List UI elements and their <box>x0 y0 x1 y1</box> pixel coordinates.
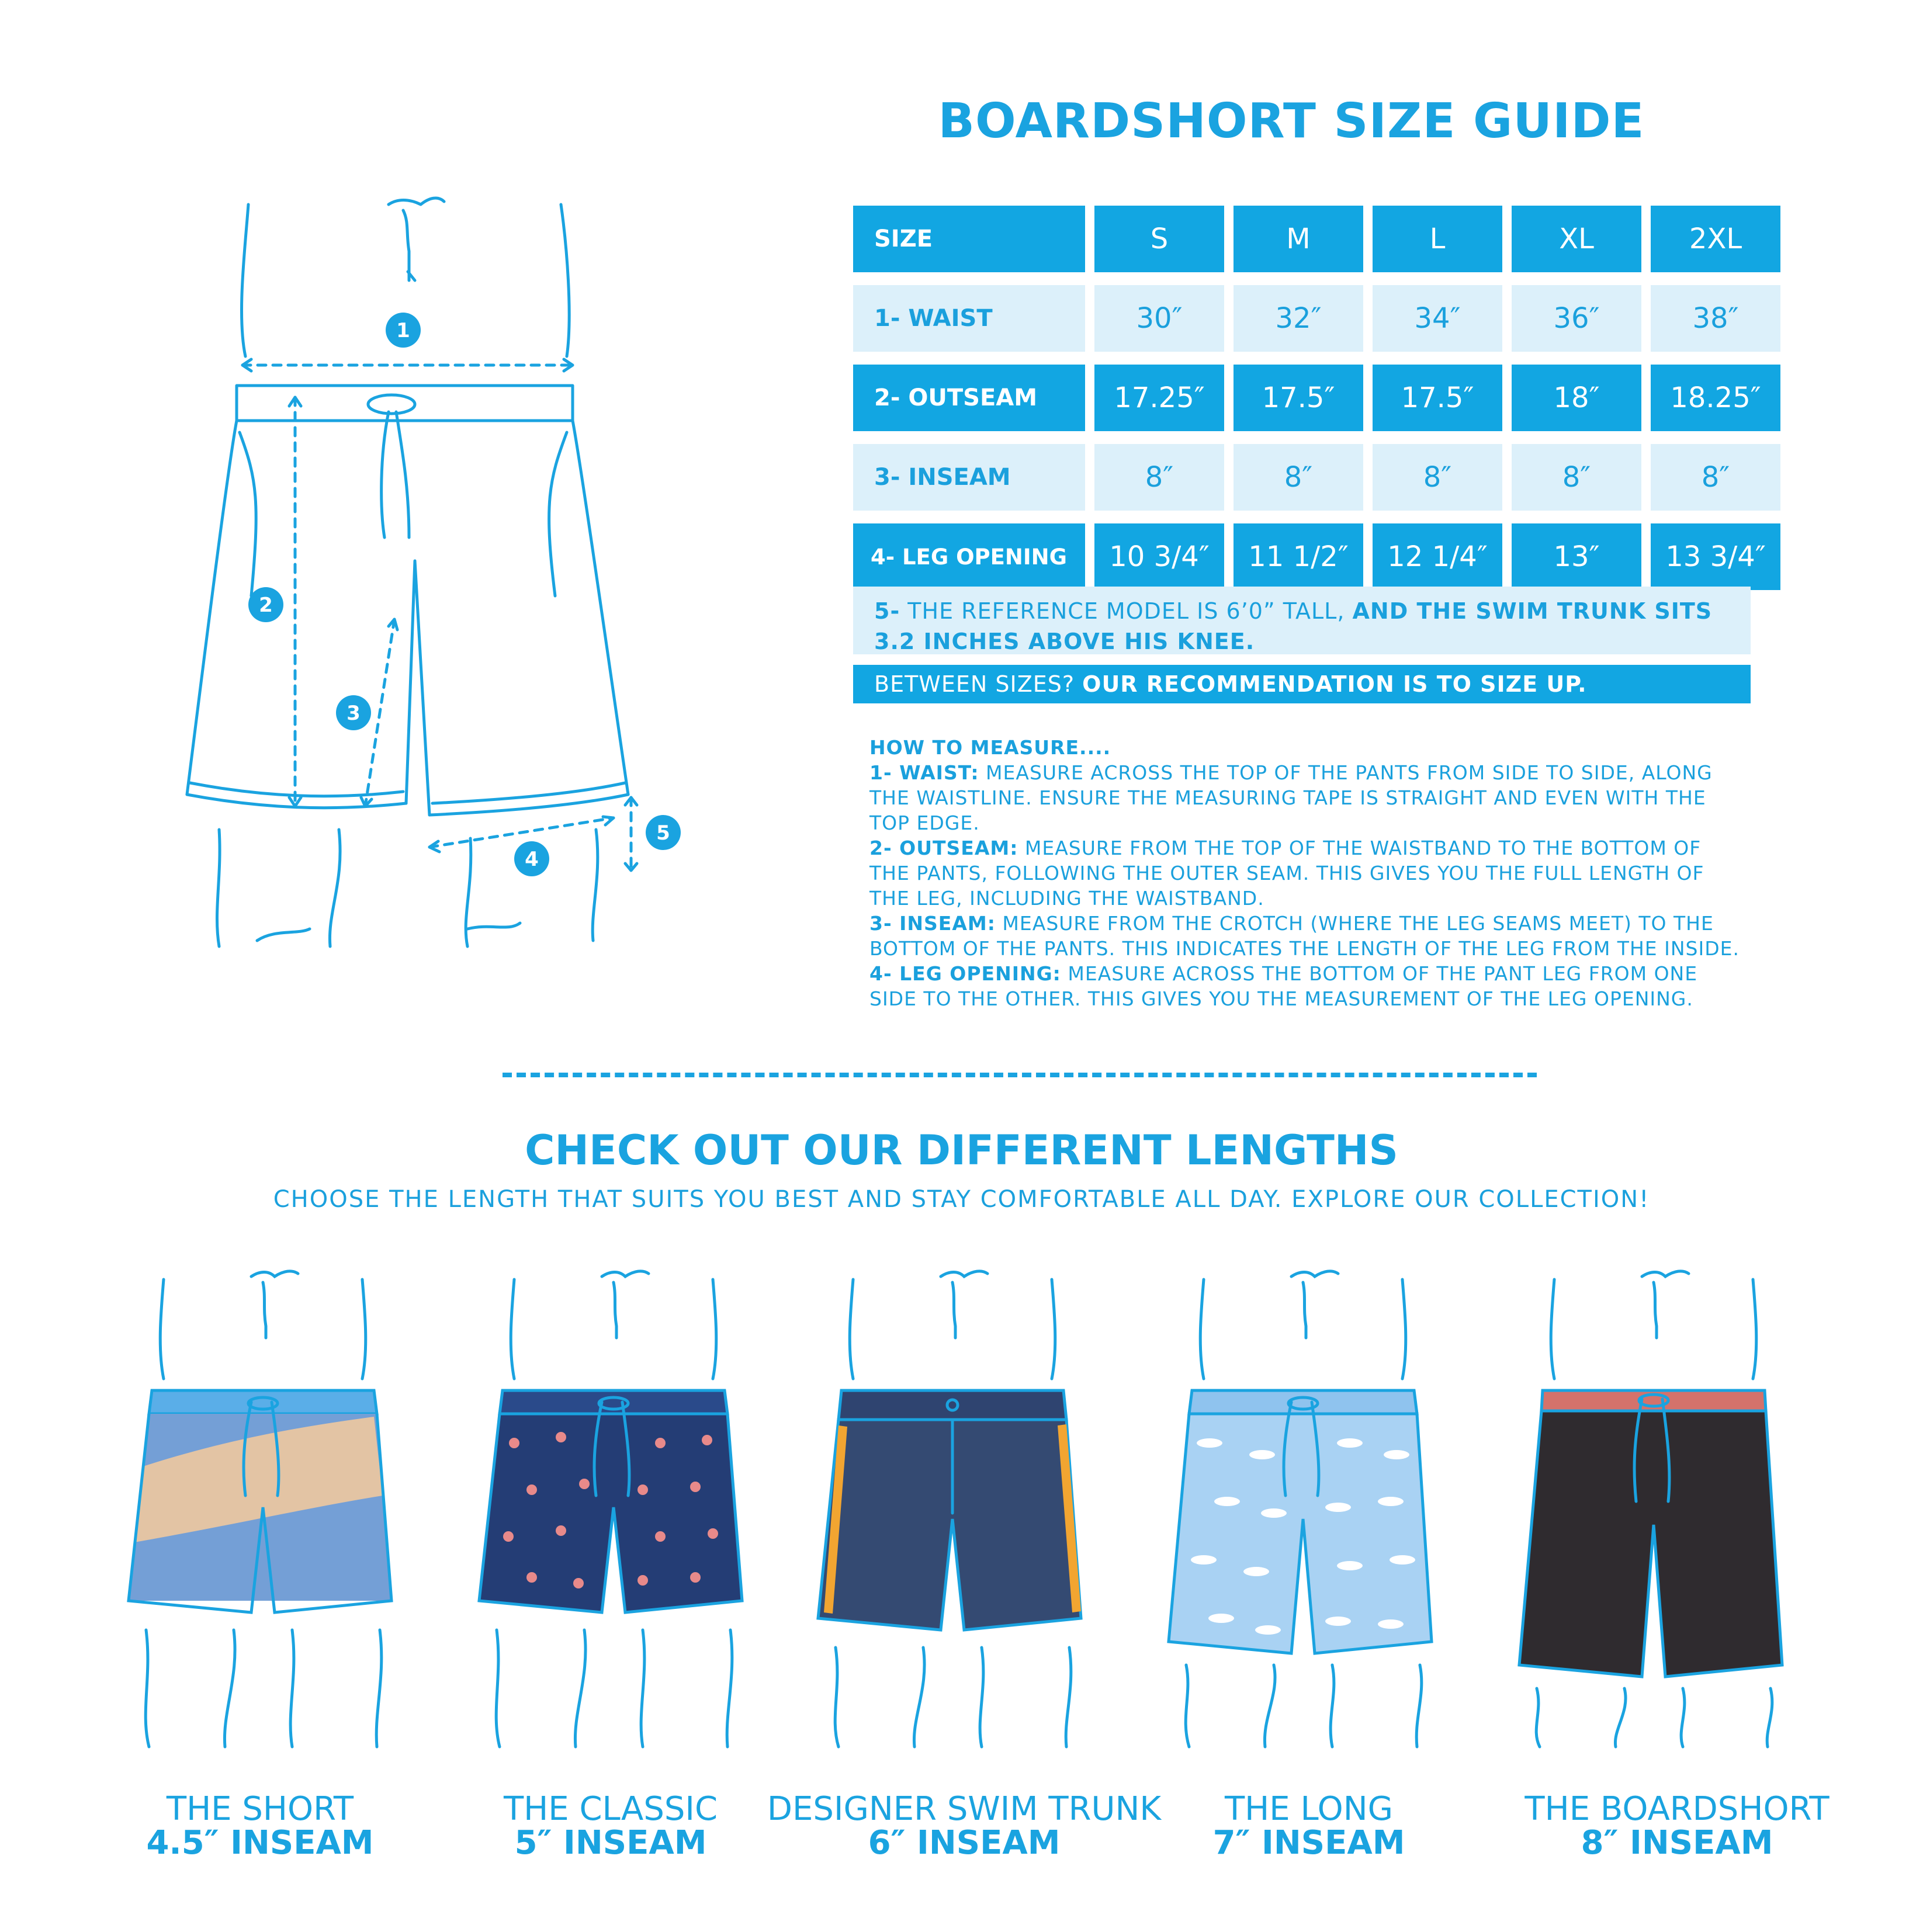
table-cell: 38″ <box>1651 285 1780 352</box>
table-row <box>853 444 1780 511</box>
boardshort-figure <box>1508 1268 1811 1753</box>
table-cell: 8″ <box>1373 444 1502 511</box>
between-text: BETWEEN SIZES? <box>874 671 1083 697</box>
size-col-l: L <box>1373 206 1502 272</box>
note-prefix: 5- <box>874 598 900 624</box>
howto-item <box>869 911 1746 961</box>
table-cell: 30″ <box>1094 285 1224 352</box>
model-inseam: 5″ INSEAM <box>514 1824 707 1862</box>
howto-text: MEASURE FROM THE CROTCH (WHERE THE LEG SEAMS MEET) TO THE BOTTOM OF THE PANTS. THIS INDICATES THE LENGTH OF THE LEG FROM THE INSIDE. <box>869 912 1740 960</box>
table-cell: 36″ <box>1512 285 1641 352</box>
section-divider <box>503 1073 1537 1077</box>
note-text: THE REFERENCE MODEL IS 6’0” TALL, <box>900 598 1353 624</box>
how-to-measure <box>869 735 1746 1011</box>
model-caption <box>1145 1792 1472 1860</box>
lengths-subheading: CHOOSE THE LENGTH THAT SUITS YOU BEST AND STAY COMFORTABLE ALL DAY. EXPLORE OUR COLLECTION! <box>273 1186 1650 1213</box>
model-caption <box>1496 1792 1858 1860</box>
model-caption <box>447 1792 774 1860</box>
long-figure <box>1157 1268 1461 1753</box>
table-cell: 8″ <box>1234 444 1363 511</box>
table-cell: 12 1/4″ <box>1373 523 1502 590</box>
marker-5-label: 5 <box>656 821 670 845</box>
howto-label: 3- INSEAM: <box>869 912 996 935</box>
table-cell: 8″ <box>1094 444 1224 511</box>
row-label: 2- OUTSEAM <box>853 365 1085 431</box>
marker-3-label: 3 <box>347 702 361 725</box>
table-cell: 17.25″ <box>1094 365 1224 431</box>
table-cell: 11 1/2″ <box>1234 523 1363 590</box>
table-header-label: SIZE <box>853 206 1085 272</box>
howto-item <box>869 760 1746 835</box>
between-bold: OUR RECOMMENDATION IS TO SIZE UP. <box>1082 671 1587 697</box>
table-cell: 18″ <box>1512 365 1641 431</box>
table-cell: 8″ <box>1651 444 1780 511</box>
table-cell: 17.5″ <box>1234 365 1363 431</box>
marker-2-label: 2 <box>259 594 273 617</box>
size-col-m: M <box>1234 206 1363 272</box>
howto-heading: HOW TO MEASURE.... <box>869 736 1111 759</box>
row-label: 3- INSEAM <box>853 444 1085 511</box>
model-name: DESIGNER SWIM TRUNK <box>767 1790 1162 1828</box>
marker-1-label: 1 <box>396 319 410 342</box>
short-figure <box>117 1268 421 1753</box>
row-label: 4- LEG OPENING <box>853 523 1085 590</box>
lengths-heading: CHECK OUT OUR DIFFERENT LENGTHS <box>525 1126 1398 1174</box>
table-cell: 32″ <box>1234 285 1363 352</box>
howto-item <box>869 961 1746 1011</box>
marker-4-label: 4 <box>525 848 539 871</box>
table-cell: 18.25″ <box>1651 365 1780 431</box>
model-inseam: 7″ INSEAM <box>1212 1824 1405 1862</box>
table-cell: 8″ <box>1512 444 1641 511</box>
howto-label: 4- LEG OPENING: <box>869 962 1061 985</box>
page-title: BOARDSHORT SIZE GUIDE <box>938 93 1645 149</box>
howto-label: 1- WAIST: <box>869 761 979 784</box>
size-col-s: S <box>1094 206 1224 272</box>
model-inseam: 4.5″ INSEAM <box>146 1824 374 1862</box>
designer-trunk-figure <box>806 1268 1110 1753</box>
size-col-2xl: 2XL <box>1651 206 1780 272</box>
howto-item <box>869 835 1746 911</box>
model-inseam: 6″ INSEAM <box>868 1824 1061 1862</box>
size-col-xl: XL <box>1512 206 1641 272</box>
table-cell: 13 3/4″ <box>1651 523 1780 590</box>
model-name: THE CLASSIC <box>503 1790 718 1828</box>
howto-text: MEASURE ACROSS THE TOP OF THE PANTS FROM SIDE TO SIDE, ALONG THE WAISTLINE. ENSURE THE MEASURING TAPE IS STRAIGHT AND EVEN WITH THE TOP EDGE. <box>869 761 1713 834</box>
model-name: THE LONG <box>1224 1790 1394 1828</box>
note-bold: AND THE SWIM TRUNK SITS 3.2 INCHES ABOVE HIS KNEE. <box>874 598 1713 654</box>
classic-figure <box>467 1268 771 1753</box>
measurement-diagram <box>164 187 725 958</box>
table-row <box>853 523 1780 590</box>
reference-model-note <box>853 587 1751 654</box>
table-header-row <box>853 206 1780 272</box>
model-name: THE SHORT <box>166 1790 354 1828</box>
model-inseam: 8″ INSEAM <box>1581 1824 1773 1862</box>
table-cell: 34″ <box>1373 285 1502 352</box>
model-caption <box>96 1792 424 1860</box>
model-caption <box>760 1792 1169 1860</box>
howto-text: MEASURE FROM THE TOP OF THE WAISTBAND TO THE BOTTOM OF THE PANTS, FOLLOWING THE OUTER SEAM. THIS GIVES YOU THE FULL LENGTH OF THE LEG, INCLUDING THE WAISTBAND. <box>869 837 1704 910</box>
table-cell: 17.5″ <box>1373 365 1502 431</box>
howto-label: 2- OUTSEAM: <box>869 837 1018 859</box>
table-row <box>853 285 1780 352</box>
howto-text: MEASURE ACROSS THE BOTTOM OF THE PANT LEG FROM ONE SIDE TO THE OTHER. THIS GIVES YOU THE MEASUREMENT OF THE LEG OPENING. <box>869 962 1698 1010</box>
size-table <box>844 193 1790 603</box>
table-row <box>853 365 1780 431</box>
table-cell: 10 3/4″ <box>1094 523 1224 590</box>
row-label: 1- WAIST <box>853 285 1085 352</box>
table-cell: 13″ <box>1512 523 1641 590</box>
between-sizes-bar <box>853 665 1751 703</box>
model-name: THE BOARDSHORT <box>1524 1790 1830 1828</box>
